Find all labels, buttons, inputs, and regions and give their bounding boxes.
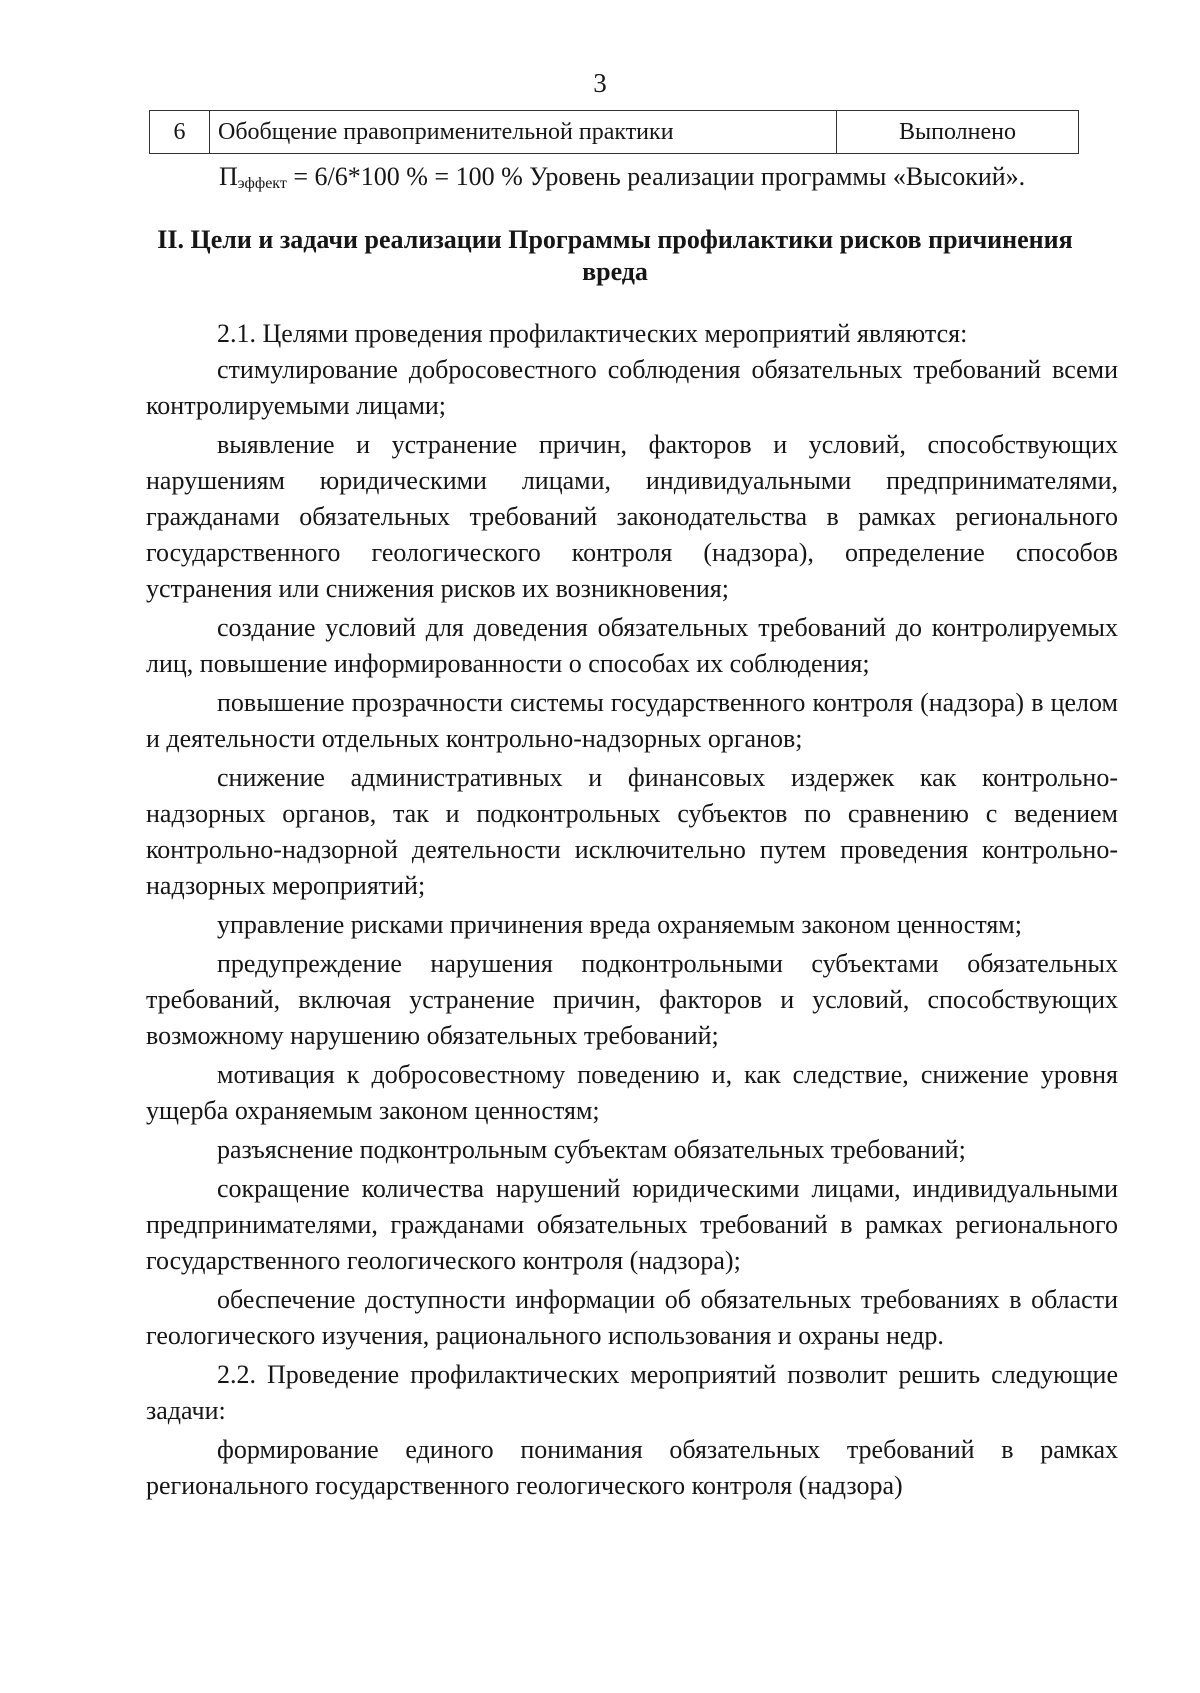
efficiency-formula bbox=[219, 159, 1099, 202]
paragraph: формирование единого понимания обязательных требований в рамках регионального государственного геологического контроля (надзора) bbox=[146, 1435, 1118, 1500]
paragraph: снижение административных и финансовых издержек как контрольно-надзорных органов, так и подконтрольных субъектов по сравнению с ведением контрольно-надзорной деятельности исключительно путем проведения контрольно-надзорных мероприятий; bbox=[146, 763, 1118, 900]
row-status: Выполнено bbox=[837, 111, 1079, 154]
row-item: Обобщение правоприменительной практики bbox=[210, 111, 837, 154]
paragraph: стимулирование добросовестного соблюдения обязательных требований всеми контролируемыми лицами; bbox=[146, 355, 1118, 420]
formula-expression: = 6/6*100 % = 100 % Уровень реализации программы «Высокий». bbox=[286, 162, 1026, 191]
section-heading: II. Цели и задачи реализации Программы профилактики рисков причинения вреда bbox=[157, 225, 1073, 286]
paragraph: создание условий для доведения обязательных требований до контролируемых лиц, повышение информированности о способах их соблюдения; bbox=[146, 613, 1118, 678]
paragraph: разъяснение подконтрольным субъектам обязательных требований; bbox=[217, 1135, 966, 1164]
row-number: 6 bbox=[150, 111, 210, 154]
section-body bbox=[146, 316, 1118, 1504]
paragraph: управление рисками причинения вреда охраняемым законом ценностям; bbox=[217, 910, 1022, 939]
formula-subscript: эффект bbox=[237, 175, 287, 192]
paragraph: предупреждение нарушения подконтрольными субъектами обязательных требований, включая устранение причин, факторов и условий, способствующих возможному нарушению обязательных требований; bbox=[146, 949, 1118, 1050]
table-row bbox=[150, 111, 1079, 154]
paragraph: мотивация к добросовестному поведению и, как следствие, снижение уровня ущерба охраняемым законом ценностям; bbox=[146, 1060, 1118, 1125]
formula-symbol: П bbox=[219, 162, 238, 191]
paragraph: 2.2. Проведение профилактических мероприятий позволит решить следующие задачи: bbox=[146, 1360, 1118, 1425]
paragraph: повышение прозрачности системы государственного контроля (надзора) в целом и деятельности отдельных контрольно-надзорных органов; bbox=[146, 688, 1118, 753]
results-table bbox=[149, 110, 1079, 154]
paragraph: обеспечение доступности информации об обязательных требованиях в области геологического изучения, рационального использования и охраны недр. bbox=[146, 1285, 1118, 1350]
page-number: 3 bbox=[593, 68, 607, 98]
paragraph: сокращение количества нарушений юридическими лицами, индивидуальными предпринимателями, гражданами обязательных требований в рамках регионального государственного геологического контроля (надзора); bbox=[146, 1174, 1118, 1275]
paragraph: 2.1. Целями проведения профилактических мероприятий являются: bbox=[217, 319, 968, 348]
paragraph: выявление и устранение причин, факторов и условий, способствующих нарушениям юридическими лицами, индивидуальными предпринимателями, гражданами обязательных требований законодательства в рамках регионального государственного геологического контроля (надзора), определение способов устранения или снижения рисков их возникновения; bbox=[146, 430, 1118, 603]
